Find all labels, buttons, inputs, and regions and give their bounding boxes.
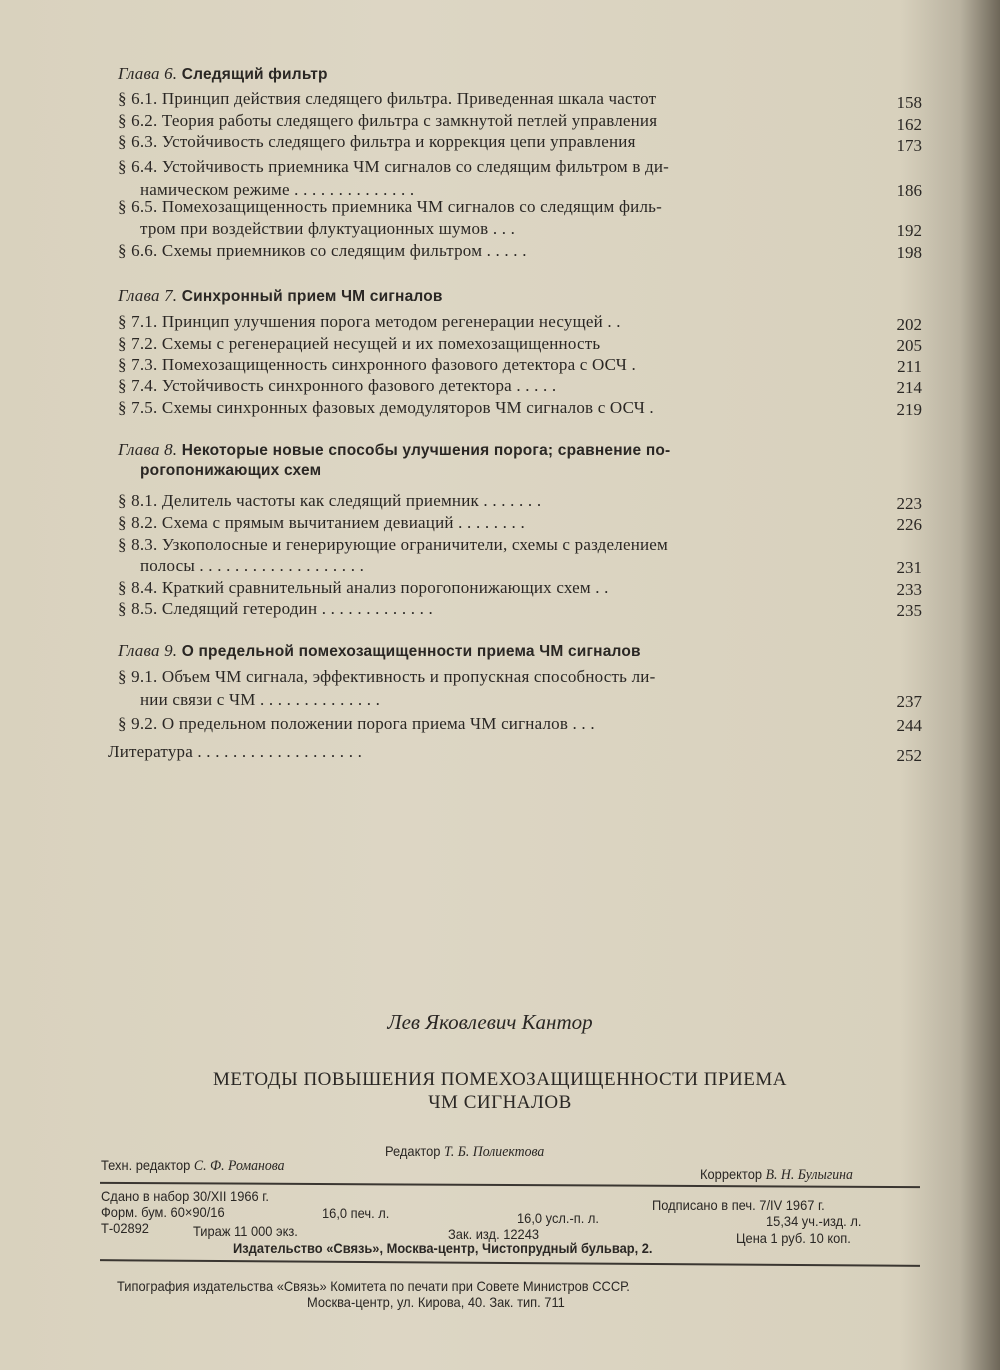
print-sheets: 16,0 печ. л. (322, 1205, 390, 1221)
price: Цена 1 руб. 10 коп. (736, 1230, 851, 1246)
print-run: Тираж 11 000 экз. (193, 1223, 298, 1239)
text-fragment: § 7.2. (118, 334, 158, 353)
signed-date: Подписано в печ. 7/IV 1967 г. (652, 1197, 825, 1213)
toc-item (118, 513, 525, 533)
conditional-sheets: 16,0 усл.-п. л. (517, 1210, 599, 1226)
text-fragment: § 7.3. (118, 355, 158, 374)
page-number: 211 (897, 357, 922, 376)
chapter-prefix: Глава 6. (118, 64, 178, 83)
text-fragment: О предельном положении порога приема ЧМ сигналов . . . (161, 714, 595, 733)
text-fragment: § 8.2. (118, 513, 158, 532)
book-title-line2: ЧМ СИГНАЛОВ (428, 1092, 572, 1113)
toc-item (118, 132, 636, 152)
toc-item-cont: полосы . . . . . . . . . . . . . . . . . . . (140, 556, 365, 575)
toc-item (118, 376, 556, 396)
page-number: 219 (896, 400, 922, 419)
toc-item (118, 535, 668, 555)
book-title-line1: МЕТОДЫ ПОВЫШЕНИЯ ПОМЕХОЗАЩИЩЕННОСТИ ПРИЕМА (213, 1069, 787, 1090)
page-number: 223 (896, 494, 922, 513)
toc-item (118, 197, 662, 217)
toc-item (118, 491, 541, 511)
text-fragment: Принцип действия следящего фильтра. Приведенная шкала частот (161, 89, 657, 108)
corrector-credit (700, 1166, 853, 1184)
text-fragment: О предельной помехозащищенности приема ЧМ сигналов (181, 643, 641, 660)
text-fragment: Корректор (700, 1166, 763, 1182)
text-fragment: § 6.2. (118, 111, 158, 130)
page-number: 162 (896, 115, 922, 134)
printer-line1: Типография издательства «Связь» Комитета по печати при Совете Министров СССР. (117, 1278, 630, 1294)
code: Т-02892 (101, 1220, 149, 1236)
text-fragment: § 8.5. (118, 599, 158, 618)
text-fragment: § 9.2. (118, 714, 158, 733)
printer-line2: Москва-центр, ул. Кирова, 40. Зак. тип. 711 (307, 1294, 565, 1310)
text-fragment: Некоторые новые способы улучшения порога; сравнение по- (181, 442, 671, 459)
toc-item (118, 111, 657, 131)
text-fragment: § 6.6. (118, 241, 158, 260)
text-fragment: § 7.5. (118, 398, 158, 417)
text-fragment: Краткий сравнительный анализ порогопонижающих схем . . (161, 578, 609, 597)
toc-item (118, 578, 609, 598)
chapter-9-heading (118, 641, 641, 661)
text-fragment: Редактор (385, 1143, 441, 1159)
text-fragment: Теория работы следящего фильтра с замкнутой петлей управления (161, 111, 658, 130)
text-fragment: Схема с прямым вычитанием девиаций . . . . . . . . (161, 513, 525, 532)
page-number: 173 (896, 136, 922, 155)
page-number: 202 (896, 315, 922, 334)
page-number: 226 (896, 515, 922, 534)
chapter-title: Следящий фильтр (181, 66, 328, 83)
toc-item (118, 667, 655, 687)
text-fragment: Узкополосные и генерирующие ограничители, схемы с разделением (161, 535, 669, 554)
text-fragment: Принцип улучшения порога методом регенерации несущей . . (161, 312, 621, 331)
text-fragment: Помехозащищенность синхронного фазового детектора с ОСЧ . (161, 355, 636, 374)
text-fragment: Глава 9. (118, 641, 178, 660)
page-number: 205 (896, 336, 922, 355)
toc-item-cont: тром при воздействии флуктуационных шумов . . . (140, 219, 516, 238)
text-fragment: Глава 7. (118, 286, 178, 305)
text-fragment: Следящий гетеродин . . . . . . . . . . . . . (161, 599, 433, 618)
page-number: 235 (896, 601, 922, 620)
text-fragment: § 7.1. (118, 312, 158, 331)
text-fragment: Схемы с регенерацией несущей и их помехозащищенность (161, 334, 601, 353)
text-fragment: § 9.1. (118, 667, 158, 686)
text-fragment: Т. Б. Полиектова (444, 1144, 545, 1160)
text-fragment: Устойчивость синхронного фазового детектора . . . . . (161, 376, 557, 395)
page-number: 214 (896, 378, 922, 397)
publisher-sheets: 15,34 уч.-изд. л. (766, 1213, 862, 1229)
tech-editor-credit (101, 1157, 285, 1175)
text-fragment: § 6.3. (118, 132, 158, 151)
toc-item (118, 89, 656, 109)
chapter-8-heading (118, 440, 670, 460)
chapter-7-heading (118, 286, 443, 306)
toc-item (118, 312, 621, 332)
page-number: 237 (896, 692, 922, 711)
publisher: Издательство «Связь», Москва-центр, Чистопрудный бульвар, 2. (233, 1240, 653, 1256)
text-fragment: § 6.5. (118, 197, 158, 216)
text-fragment: § 8.1. (118, 491, 158, 510)
text-fragment: § 6.4. (118, 157, 158, 176)
toc-item (118, 714, 595, 734)
page-number: 158 (896, 93, 922, 112)
toc-item (118, 241, 527, 261)
text-fragment: Устойчивость приемника ЧМ сигналов со следящим фильтром в ди- (161, 157, 669, 176)
toc-item-cont: нии связи с ЧМ . . . . . . . . . . . . . . (140, 690, 381, 709)
editor-credit (385, 1143, 544, 1161)
page-number: 231 (896, 558, 922, 577)
text-fragment: § 6.1. (118, 89, 158, 108)
text-fragment: Устойчивость следящего фильтра и коррекция цепи управления (161, 132, 636, 151)
publisher-order: Зак. изд. 12243 (448, 1226, 540, 1242)
page-number: 192 (896, 221, 922, 240)
toc-item (118, 398, 654, 418)
page-number: 186 (896, 181, 922, 200)
page-number: 198 (896, 243, 922, 262)
literature-entry: Литература . . . . . . . . . . . . . . . . . . . (108, 742, 363, 761)
text-fragment: Синхронный прием ЧМ сигналов (181, 288, 443, 305)
toc-item (118, 334, 600, 354)
text-fragment: § 7.4. (118, 376, 158, 395)
chapter-6-heading (118, 64, 328, 84)
toc-item (118, 355, 636, 375)
text-fragment: Схемы приемников со следящим фильтром . . . . . (161, 241, 527, 260)
text-fragment: § 8.3. (118, 535, 158, 554)
text-fragment: Помехозащищенность приемника ЧМ сигналов со следящим филь- (161, 197, 662, 216)
page-number: 252 (896, 746, 922, 765)
text-fragment: § 8.4. (118, 578, 158, 597)
paper-format: Форм. бум. 60×90/16 (101, 1204, 225, 1220)
divider (100, 1259, 920, 1267)
text-fragment: С. Ф. Романова (193, 1158, 285, 1174)
typeset-date: Сдано в набор 30/XII 1966 г. (101, 1188, 269, 1204)
text-fragment: Схемы синхронных фазовых демодуляторов ЧМ сигналов с ОСЧ . (161, 398, 654, 417)
text-fragment: Глава 8. (118, 440, 178, 459)
toc-item (118, 157, 669, 177)
text-fragment: Делитель частоты как следящий приемник . . . . . . . (161, 491, 542, 510)
page-number: 244 (896, 716, 922, 735)
toc-item (118, 599, 433, 619)
text-fragment: В. Н. Булыгина (765, 1167, 853, 1183)
toc-item-cont: намическом режиме . . . . . . . . . . . . . . (140, 180, 415, 199)
text-fragment: Объем ЧМ сигнала, эффективность и пропускная способность ли- (161, 667, 656, 686)
text-fragment: Техн. редактор (101, 1157, 191, 1173)
chapter-8-heading-cont: рогопонижающих схем (140, 462, 322, 479)
book-author: Лев Яковлевич Кантор (387, 1010, 593, 1034)
page-number: 233 (896, 580, 922, 599)
